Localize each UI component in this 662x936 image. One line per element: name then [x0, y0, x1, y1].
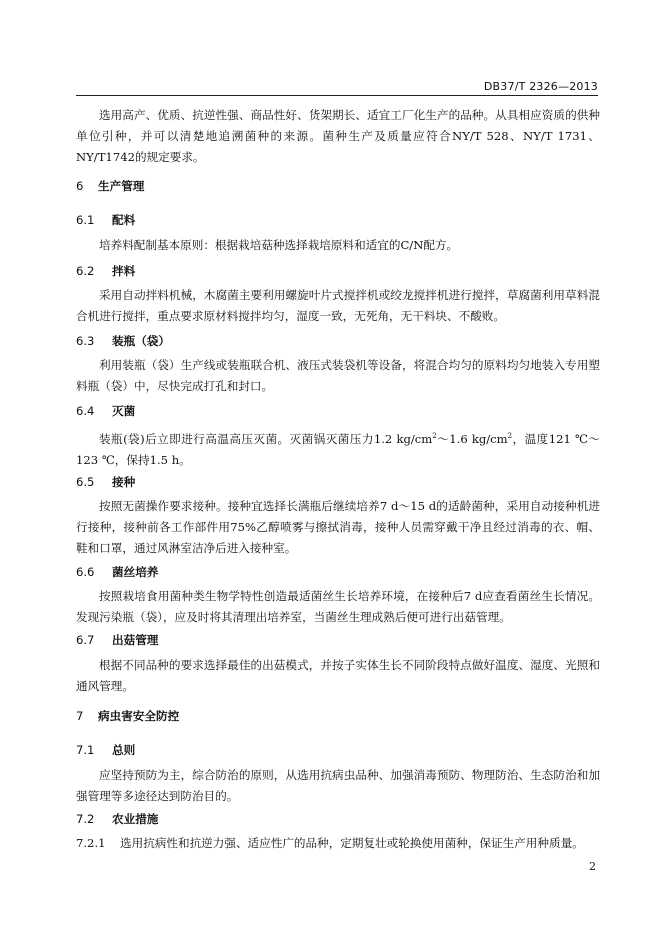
subsection-6-1-text: 培养料配制基本原则：根据栽培菇种选择栽培原料和适宜的C/N配方。 — [99, 238, 459, 252]
section-number: 7 — [76, 709, 84, 723]
subsection-title: 菌丝培养 — [112, 565, 159, 579]
section-title: 病虫害安全防控 — [98, 709, 180, 723]
subsection-6-4-text — [76, 426, 600, 471]
subsection-number: 6.4 — [76, 404, 95, 418]
superscript-2: 2 — [507, 432, 513, 440]
subsection-6-2-heading — [76, 261, 600, 282]
subsection-6-6-text: 按照栽培食用菌种类生物学特性创造最适菌丝生长培养环境，在接种后7 d应查看菌丝生长情况。发现污染瓶（袋），应及时将其清理出培养室，当菌丝生理成熟后便可进行出菇管理。 — [76, 589, 600, 624]
sterilize-text-part-b: ～1.6 kg/cm — [436, 431, 508, 446]
subsection-6-7-text: 根据不同品种的要求选择最佳的出菇模式，并按子实体生长不同阶段特点做好温度、湿度、光照和通风管理。 — [76, 658, 600, 693]
section-7-heading — [76, 706, 600, 727]
subsection-6-3-text: 利用装瓶（袋）生产线或装瓶联合机、液压式装袋机等设备，将混合均匀的原料均匀地装入专用塑料瓶（袋）中，尽快完成打孔和封口。 — [76, 358, 600, 393]
subsection-6-5-heading — [76, 472, 600, 493]
section-number: 6 — [76, 179, 84, 193]
item-text: 选用抗病性和抗逆力强、适应性广的品种，定期复壮或轮换使用菌种，保证生产用种质量。 — [120, 836, 584, 850]
section-6-heading — [76, 176, 600, 197]
superscript-2: 2 — [432, 432, 437, 440]
header-rule — [76, 95, 598, 96]
subsection-6-4-heading — [76, 401, 600, 422]
subsection-title: 出菇管理 — [112, 633, 159, 647]
subsection-number: 6.2 — [76, 264, 95, 278]
subsection-number: 6.7 — [76, 633, 95, 647]
doc-code-header: DB37/T 2326—2013 — [483, 80, 598, 93]
subsection-7-2-heading — [76, 809, 600, 830]
subsection-title: 接种 — [112, 475, 136, 489]
subsection-number: 6.3 — [76, 334, 95, 348]
subsection-number: 6.1 — [76, 213, 95, 227]
subsection-6-5-text: 按照无菌操作要求接种。接种宜选择长满瓶后继续培养7 d～15 d的适龄菌种，采用自动接种机进行接种，接种前各工作部件用75%乙醇喷雾与擦拭消毒，接种人员需穿戴干净且经过消毒的衣、帽、鞋和口罩，通过风淋室洁净后进入接种室。 — [76, 499, 600, 555]
subsection-6-3-heading — [76, 331, 600, 352]
subsection-number: 6.6 — [76, 565, 95, 579]
subsection-number: 7.2 — [76, 812, 95, 826]
subsection-6-6-heading — [76, 562, 600, 583]
subsection-number: 7.1 — [76, 743, 95, 757]
page-number: 2 — [589, 860, 596, 873]
subsection-6-7-heading — [76, 630, 600, 651]
subsection-6-2-text: 采用自动拌料机械，木腐菌主要利用螺旋叶片式搅拌机或绞龙搅拌机进行搅拌，草腐菌利用草料混合机进行搅拌，重点要求原材料搅拌均匀，湿度一致，无死角，无干料块、不酸败。 — [76, 288, 600, 323]
subsection-title: 总则 — [112, 743, 136, 757]
subsection-title: 拌料 — [112, 264, 136, 278]
subsection-title: 装瓶（袋） — [112, 334, 170, 348]
subsection-title: 灭菌 — [112, 404, 136, 418]
subsection-7-1-text: 应坚持预防为主，综合防治的原则，从选用抗病虫品种、加强消毒预防、物理防治、生态防治和加强管理等多途径达到防治目的。 — [76, 768, 600, 803]
intro-paragraph: 选用高产、优质、抗逆性强、商品性好、货架期长、适宜工厂化生产的品种。从具相应资质的供种单位引种，并可以清楚地追溯菌种的来源。菌种生产及质量应符合NY/T 528、NY/T 1731、NY/T1742的规定要求。 — [76, 108, 600, 164]
subsection-number: 6.5 — [76, 475, 95, 489]
section-title: 生产管理 — [98, 179, 145, 193]
sterilize-text-part-a: 装瓶(袋)后立即进行高温高压灭菌。灭菌锅灭菌压力1.2 kg/cm — [99, 431, 433, 446]
sterilize-text-part-c: ，温度121 ℃～123 ℃，保持1.5 h。 — [76, 431, 600, 467]
item-7-2-1 — [76, 833, 600, 854]
subsection-7-1-heading — [76, 740, 600, 761]
subsection-title: 农业措施 — [112, 812, 159, 826]
item-number: 7.2.1 — [76, 836, 106, 850]
subsection-6-1-heading — [76, 210, 600, 231]
subsection-title: 配料 — [112, 213, 136, 227]
